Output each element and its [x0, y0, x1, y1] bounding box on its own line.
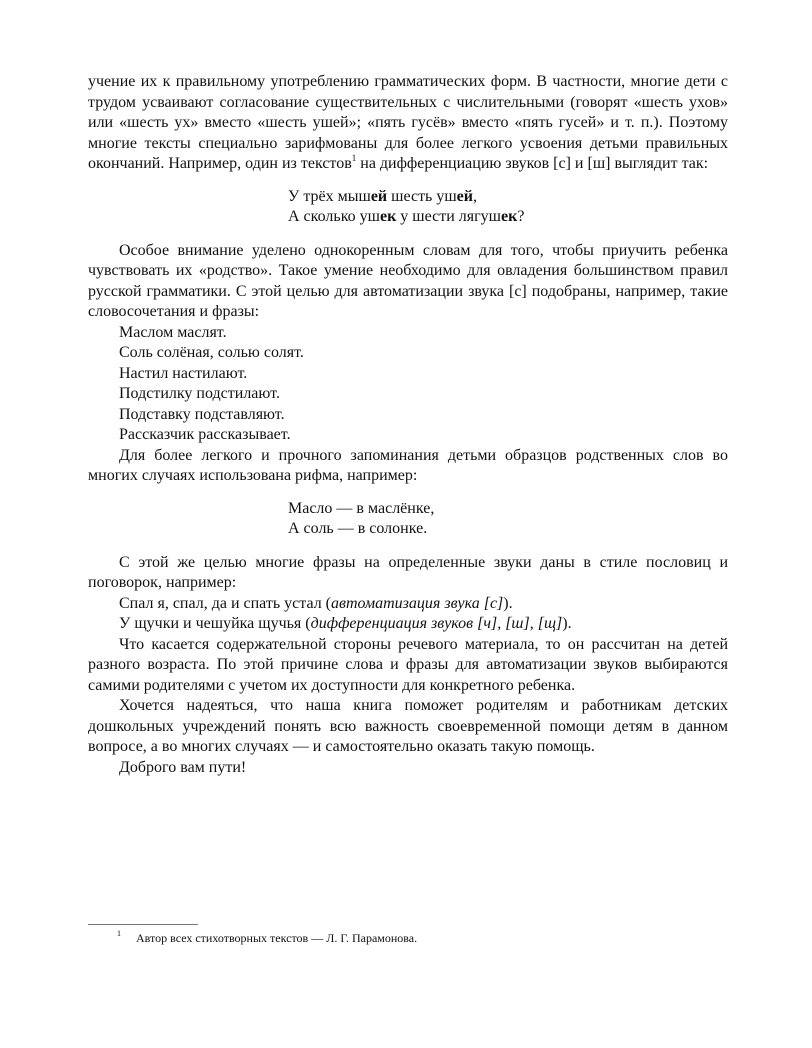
- footnote-ref[interactable]: 1: [351, 152, 357, 163]
- list-item: Подставку подставляют.: [119, 405, 285, 423]
- example-automation: Спал я, спал, да и спать устал (автоматизация звука [с]).: [119, 594, 513, 612]
- poem-mice-frogs: [288, 187, 728, 228]
- paragraph-content: Что касается содержательной стороны речевого материала, то он рассчитан на детей разного возраста. По этой причине слова и фразы для автоматизации звуков выбираются самими родителями с учетом их доступности для конкретного ребенка.: [88, 635, 728, 694]
- list-item: Рассказчик рассказывает.: [119, 426, 291, 443]
- paragraph-farewell: Доброго вам пути!: [119, 758, 247, 776]
- poem-line-1: Масло — в маслёнке,: [288, 499, 435, 517]
- paragraph-intro: учение их к правильному употреблению грамматических форм. В частности, многие дети с трудом усваивают согласование существительных с числительными (говорят «шесть ухов» или «шесть ух» вместо «шесть ушей»; «пять гусёв» вместо «пять гусей» и т. п.). Поэтому многие тексты специально зарифмованы для более легкого усвоения детьми правильных окончаний. Например, один из текстов$^1$ на дифференциацию звуков [с] и [ш] выглядит так:: [88, 73, 728, 172]
- poem-line-1: У трёх мышей шесть ушей,: [288, 187, 477, 205]
- footnote: [117, 931, 417, 946]
- footnote-divider: [88, 924, 198, 925]
- list-item: Подстилку подстилают.: [119, 385, 280, 402]
- poem-salt: [288, 499, 728, 540]
- list-item: Настил настилают.: [119, 364, 248, 382]
- poem-line-2: А соль — в солонке.: [288, 520, 428, 537]
- list-item: Маслом маслят.: [119, 323, 227, 341]
- paragraph-proverbs: С этой же целью многие фразы на определенные звуки даны в стиле пословиц и поговорок, например:: [88, 553, 728, 591]
- footnote-text: Автор всех стихотворных текстов — Л. Г. Парамонова.: [136, 931, 418, 945]
- list-item: Соль солёная, солью солят.: [119, 344, 304, 361]
- page-body: [88, 72, 728, 778]
- paragraph-rhyme: Для более легкого и прочного запоминания детьми образцов родственных слов во многих случаях использована рифма, например:: [88, 446, 728, 484]
- footnote-number: 1: [117, 929, 121, 938]
- paragraph-hope: Хочется надеяться, что наша книга поможет родителям и работникам детских дошкольных учреждений понять всю важность своевременной помощи детям в данном вопросе, а во многих случаях — и самостоятельно оказать такую помощь.: [88, 697, 728, 755]
- phrase-list: [88, 323, 728, 446]
- paragraph-roots: Особое внимание уделено однокоренным словам для того, чтобы приучить ребенка чувствовать их «родство». Такое умение необходимо для овладения большинством правил русской грамматики. С этой целью для автоматизации звука [с] подобраны, например, такие словосочетания и фразы:: [88, 241, 728, 320]
- example-list: [88, 594, 728, 635]
- poem-line-2: А сколько ушек у шести лягушек?: [288, 208, 525, 225]
- example-differentiation: У щучки и чешуйка щучья (дифференциация звуков [ч], [ш], [щ]).: [119, 615, 572, 632]
